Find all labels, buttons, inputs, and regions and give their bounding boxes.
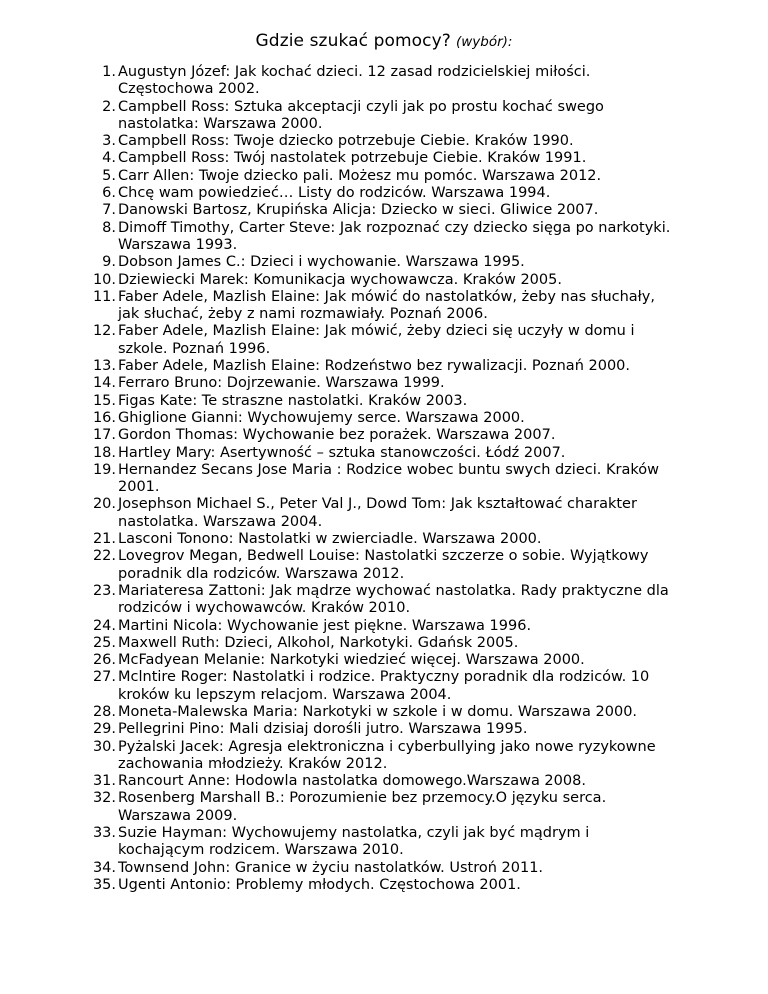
title-main: Gdzie szukać pomocy?: [255, 31, 451, 51]
list-item: [78, 427, 678, 444]
item-text: Hernandez Secans Jose Maria : Rodzice wobec buntu swych dzieci. Kraków 2001.: [118, 461, 659, 496]
item-text: Suzie Hayman: Wychowujemy nastolatka, czyli jak być mądrym i kochającym rodzicem. Warszawa 2010.: [118, 825, 590, 859]
item-number: 32.: [92, 790, 116, 807]
item-number: 25.: [92, 634, 116, 651]
list-item: [78, 445, 678, 462]
item-number: 4.: [102, 150, 116, 167]
item-number: 11.: [92, 288, 116, 305]
item-number: 22.: [92, 548, 116, 565]
item-number: 28.: [92, 703, 116, 720]
bibliography-list: [78, 64, 678, 894]
item-text: Augustyn Józef: Jak kochać dzieci. 12 zasad rodzicielskiej miłości. Częstochowa 2002.: [118, 64, 591, 98]
item-text: Moneta-Malewska Maria: Narkotyki w szkole i w domu. Warszawa 2000.: [118, 703, 638, 720]
list-item: [78, 168, 678, 185]
list-item: [78, 825, 678, 860]
item-text: Martini Nicola: Wychowanie jest piękne. Warszawa 1996.: [118, 617, 532, 634]
item-text: Dimoff Timothy, Carter Steve: Jak rozpoznać czy dziecko sięga po narkotyki. Warszawa 1993.: [118, 219, 671, 253]
item-text: McFadyean Melanie: Narkotyki wiedzieć więcej. Warszawa 2000.: [118, 652, 585, 669]
title-subtitle: (wybór):: [455, 34, 513, 50]
list-item: [78, 150, 678, 167]
list-item: [78, 272, 678, 289]
item-text: Rancourt Anne: Hodowla nastolatka domowego.Warszawa 2008.: [118, 773, 586, 790]
item-text: Townsend John: Granice w życiu nastolatków. Ustroń 2011.: [118, 859, 544, 876]
item-number: 29.: [92, 721, 116, 738]
list-item: [78, 583, 678, 618]
item-number: 19.: [92, 461, 116, 478]
list-item: [78, 548, 678, 583]
list-item: [78, 64, 678, 99]
item-number: 10.: [92, 271, 116, 288]
list-item: [78, 773, 678, 790]
list-item: [78, 185, 678, 202]
item-text: Carr Allen: Twoje dziecko pali. Możesz mu pomóc. Warszawa 2012.: [118, 167, 602, 184]
item-number: 6.: [102, 185, 116, 202]
item-text: Maxwell Ruth: Dzieci, Alkohol, Narkotyki. Gdańsk 2005.: [118, 634, 519, 651]
item-text: Dobson James C.: Dzieci i wychowanie. Warszawa 1995.: [118, 254, 525, 271]
list-item: [78, 790, 678, 825]
item-text: Campbell Ross: Twój nastolatek potrzebuje Ciebie. Kraków 1991.: [118, 150, 587, 167]
item-text: Ugenti Antonio: Problemy młodych. Częstochowa 2001.: [118, 876, 521, 893]
item-number: 13.: [92, 358, 116, 375]
list-item: [78, 254, 678, 271]
item-number: 3.: [102, 133, 116, 150]
item-text: Rosenberg Marshall B.: Porozumienie bez przemocy.O języku serca. Warszawa 2009.: [118, 790, 607, 824]
item-number: 21.: [92, 531, 116, 548]
list-item: [78, 220, 678, 255]
item-text: Lovegrov Megan, Bedwell Louise: Nastolatki szczerze o sobie. Wyjątkowy poradnik dla rodziców. Warszawa 2012.: [118, 548, 649, 582]
item-text: Campbell Ross: Sztuka akceptacji czyli jak po prostu kochać swego nastolatka: Warszawa 2000.: [118, 98, 604, 132]
item-text: Ferraro Bruno: Dojrzewanie. Warszawa 1999.: [118, 375, 445, 392]
list-item: [78, 721, 678, 738]
list-item: [78, 393, 678, 410]
item-text: Faber Adele, Mazlish Elaine: Jak mówić do nastolatków, żeby nas słuchały, jak słuchać, żeby z nami rozmawiały. Poznań 2006.: [118, 288, 655, 323]
list-item: [78, 739, 678, 774]
item-text: Faber Adele, Mazlish Elaine: Rodzeństwo bez rywalizacji. Poznań 2000.: [118, 358, 631, 375]
list-item: [78, 410, 678, 427]
page-title: [0, 31, 768, 51]
item-number: 27.: [92, 669, 116, 686]
list-item: [78, 652, 678, 669]
list-item: [78, 358, 678, 375]
item-text: Ghiglione Gianni: Wychowujemy serce. Warszawa 2000.: [118, 409, 525, 426]
item-number: 2.: [102, 98, 116, 115]
item-text: Hartley Mary: Asertywność – sztuka stanowczości. Łódź 2007.: [118, 444, 566, 461]
item-text: Pyżalski Jacek: Agresja elektroniczna i cyberbullying jako nowe ryzykowne zachowania młodzieży. Kraków 2012.: [118, 738, 656, 772]
item-text: Danowski Bartosz, Krupińska Alicja: Dziecko w sieci. Gliwice 2007.: [118, 202, 599, 219]
item-number: 14.: [92, 375, 116, 392]
list-item: [78, 669, 678, 704]
list-item: [78, 704, 678, 721]
item-text: Gordon Thomas: Wychowanie bez porażek. Warszawa 2007.: [118, 427, 556, 444]
item-text: Pellegrini Pino: Mali dzisiaj dorośli jutro. Warszawa 1995.: [118, 721, 528, 738]
list-item: [78, 375, 678, 392]
item-number: 30.: [92, 738, 116, 755]
item-text: Mariateresa Zattoni: Jak mądrze wychować nastolatka. Rady praktyczne dla rodziców i wychowawców. Kraków 2010.: [118, 582, 669, 617]
list-item: [78, 462, 678, 497]
list-item: [78, 860, 678, 877]
item-number: 7.: [102, 202, 116, 219]
item-number: 16.: [92, 409, 116, 426]
list-item: [78, 99, 678, 134]
list-item: [78, 202, 678, 219]
list-item: [78, 323, 678, 358]
item-number: 15.: [92, 392, 116, 409]
item-number: 17.: [92, 427, 116, 444]
item-number: 31.: [92, 773, 116, 790]
item-number: 20.: [92, 496, 116, 513]
item-number: 34.: [92, 859, 116, 876]
item-number: 18.: [92, 444, 116, 461]
item-number: 23.: [92, 582, 116, 599]
list-item: [78, 133, 678, 150]
item-text: Figas Kate: Te straszne nastolatki. Kraków 2003.: [118, 392, 468, 409]
item-text: Campbell Ross: Twoje dziecko potrzebuje Ciebie. Kraków 1990.: [118, 133, 574, 150]
item-number: 1.: [102, 64, 116, 80]
item-number: 35.: [92, 876, 116, 893]
item-text: Dziewiecki Marek: Komunikacja wychowawcza. Kraków 2005.: [118, 271, 562, 288]
list-item: [78, 289, 678, 324]
item-number: 9.: [102, 254, 116, 271]
list-item: [78, 635, 678, 652]
list-item: [78, 877, 678, 894]
list-item: [78, 496, 678, 531]
list-item: [78, 531, 678, 548]
item-text: Faber Adele, Mazlish Elaine: Jak mówić, żeby dzieci się uczyły w domu i szkole. Poznań 1996.: [118, 323, 635, 357]
item-text: Chcę wam powiedzieć… Listy do rodziców. Warszawa 1994.: [118, 185, 551, 202]
item-number: 33.: [92, 825, 116, 842]
item-number: 8.: [102, 219, 116, 236]
item-number: 5.: [102, 167, 116, 184]
item-text: Josephson Michael S., Peter Val J., Dowd Tom: Jak kształtować charakter nastolatka. Warszawa 2004.: [118, 496, 637, 530]
list-item: [78, 618, 678, 635]
item-number: 24.: [92, 617, 116, 634]
item-text: Mclntire Roger: Nastolatki i rodzice. Praktyczny poradnik dla rodziców. 10 kroków ku lepszym relacjom. Warszawa 2004.: [118, 669, 650, 703]
item-text: Lasconi Tonono: Nastolatki w zwierciadle. Warszawa 2000.: [118, 531, 542, 548]
item-number: 12.: [92, 323, 116, 340]
item-number: 26.: [92, 652, 116, 669]
